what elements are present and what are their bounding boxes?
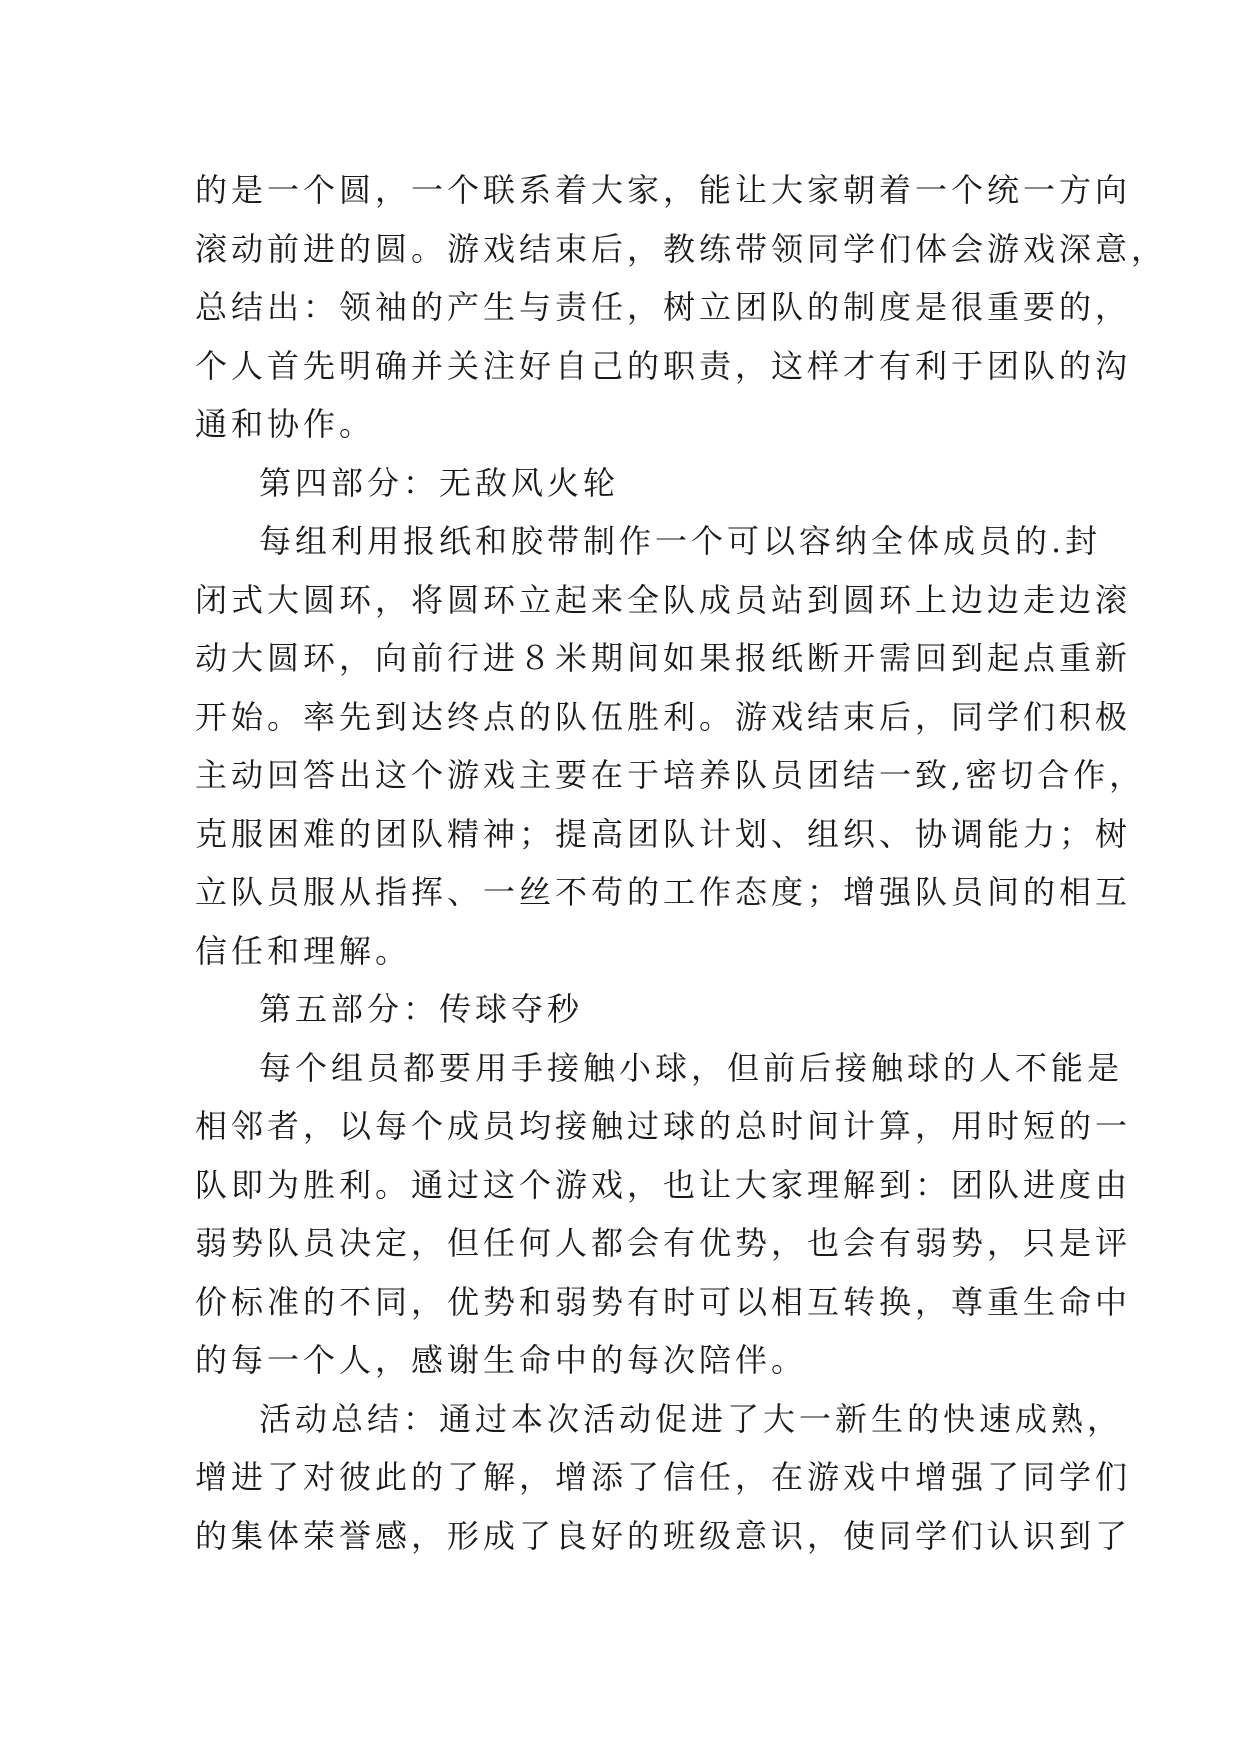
- text-line: 克服困难的团队精神；提高团队计划、组织、协调能力；树: [195, 814, 1132, 853]
- text-line: 队即为胜利。通过这个游戏，也让大家理解到：团队进度由: [195, 1165, 1132, 1204]
- section-heading: [195, 454, 1075, 513]
- section-heading: [195, 980, 1075, 1039]
- text-line: 立队员服从指挥、一丝不苟的工作态度；增强队员间的相互: [195, 873, 1132, 911]
- text-line: 相邻者，以每个成员均接触过球的总时间计算，用时短的一: [195, 1107, 1132, 1145]
- document-body: [195, 161, 1168, 1565]
- text-line: 通和协作。: [195, 405, 376, 443]
- paragraph: [195, 161, 1168, 454]
- text-line: 弱势队员决定，但任何人都会有优势，也会有弱势，只是评: [195, 1224, 1132, 1262]
- text-line: 每组利用报纸和胶带制作一个可以容纳全体成员的.封: [259, 522, 1102, 560]
- text-line: 开始。率先到达终点的队伍胜利。游戏结束后，同学们积极: [195, 697, 1132, 736]
- text-line: 的每一个人，感谢生命中的每次陪伴。: [195, 1341, 808, 1379]
- text-line: 的集体荣誉感，形成了良好的班级意识，使同学们认识到了: [195, 1516, 1132, 1555]
- text-line: 增进了对彼此的了解，增添了信任，在游戏中增强了同学们: [195, 1458, 1132, 1496]
- text-line: 个人首先明确并关注好自己的职责，这样才有利于团队的沟: [195, 346, 1132, 385]
- heading-line: 第四部分：无敌风火轮: [259, 463, 620, 502]
- paragraph: [195, 1039, 1132, 1390]
- text-line: 闭式大圆环，将圆环立起来全队成员站到圆环上边边走边滚: [195, 580, 1132, 619]
- text-line: 主动回答出这个游戏主要在于培养队员团结一致,密切合作，: [195, 756, 1146, 794]
- text-line: 的是一个圆，一个联系着大家，能让大家朝着一个统一方向: [195, 171, 1132, 209]
- text-line: 每个组员都要用手接触小球，但前后接触球的人不能是: [259, 1048, 1124, 1087]
- text-line: 动大圆环，向前行进８米期间如果报纸断开需回到起点重新: [195, 639, 1132, 677]
- text-line: 活动总结：通过本次活动促进了大一新生的快速成熟，: [259, 1399, 1124, 1438]
- heading-line: 第五部分：传球夺秒: [259, 990, 584, 1028]
- paragraph: [195, 512, 1146, 980]
- text-line: 滚动前进的圆。游戏结束后，教练带领同学们体会游戏深意，: [195, 229, 1168, 268]
- text-line: 信任和理解。: [195, 931, 412, 970]
- text-line: 价标准的不同，优势和弱势有时可以相互转换，尊重生命中: [195, 1282, 1132, 1321]
- paragraph: [195, 1390, 1132, 1566]
- text-line: 总结出：领袖的产生与责任，树立团队的制度是很重要的，: [195, 288, 1132, 326]
